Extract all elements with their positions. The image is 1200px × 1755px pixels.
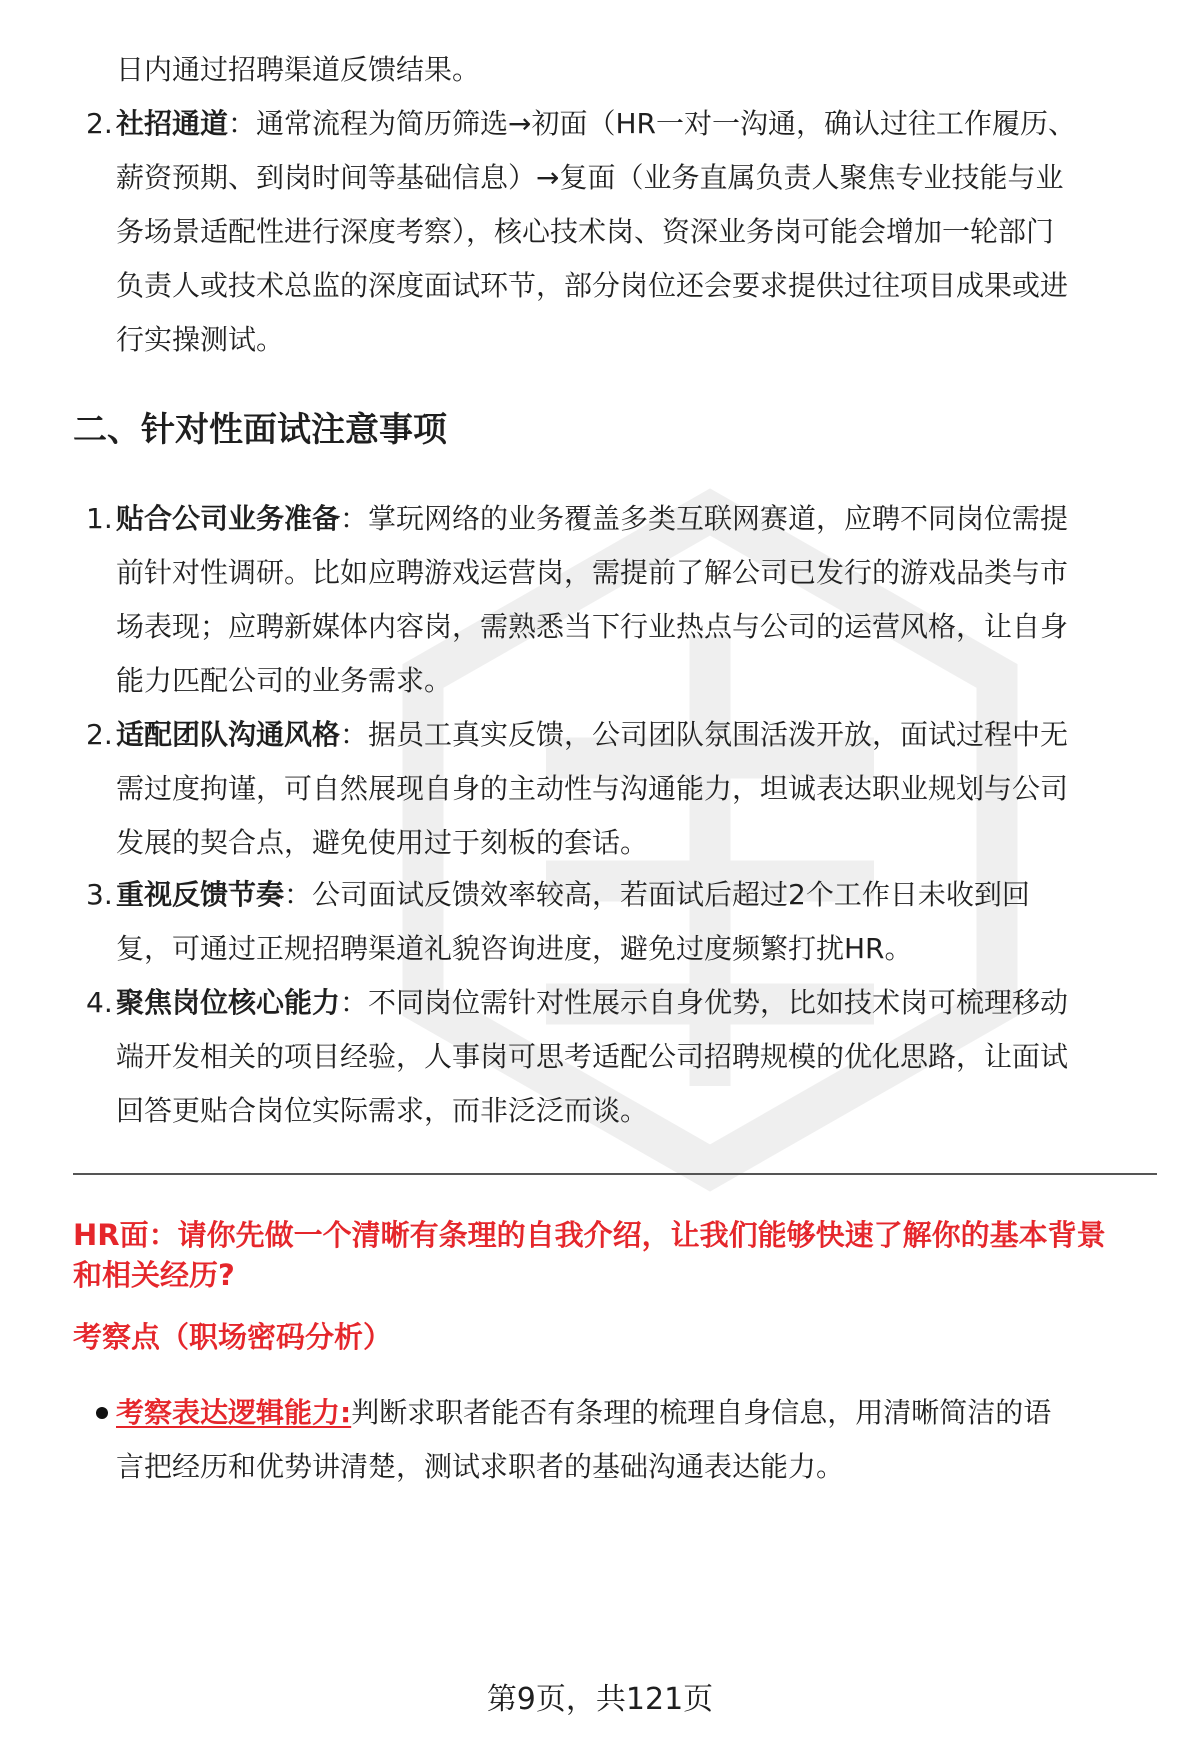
- item-3-title: 重视反馈节奏: [116, 878, 285, 911]
- bullet-line-1: 考察表达逻辑能力:判断求职者能否有条理的梳理自身信息，用清晰简洁的语: [116, 1396, 1052, 1429]
- question-line-1: HR面：请你先做一个清晰有条理的自我介绍，让我们能够快速了解你的基本背景: [73, 1218, 1106, 1252]
- item-3-number: 3.: [86, 878, 113, 911]
- item-1-line-3: 场表现；应聘新媒体内容岗，需熟悉当下行业热点与公司的运营风格，让自身: [116, 610, 1069, 643]
- item-1-title: 贴合公司业务准备: [116, 502, 341, 535]
- process-item-number: 2.: [86, 107, 113, 140]
- analysis-heading: 考察点（职场密码分析）: [73, 1320, 393, 1354]
- process-item-line-4: 负责人或技术总监的深度面试环节，部分岗位还会要求提供过往项目成果或进: [116, 269, 1069, 302]
- process-item-line-1: 社招通道：通常流程为简历筛选→初面（HR一对一沟通，确认过往工作履历、: [116, 107, 1077, 140]
- section-heading: 二、针对性面试注意事项: [73, 410, 447, 450]
- bullet-label: 考察表达逻辑能力:: [116, 1396, 352, 1429]
- item-1-line-1: 贴合公司业务准备：掌玩网络的业务覆盖多类互联网赛道，应聘不同岗位需提: [116, 502, 1069, 535]
- page-footer: 第9页，共121页: [486, 1682, 714, 1717]
- item-3-line-1: 重视反馈节奏：公司面试反馈效率较高，若面试后超过2个工作日未收到回: [116, 878, 1030, 911]
- item-3-line-2: 复，可通过正规招聘渠道礼貌咨询进度，避免过度频繁打扰HR。: [116, 932, 913, 965]
- item-4-number: 4.: [86, 986, 113, 1019]
- item-2-title: 适配团队沟通风格: [116, 718, 341, 751]
- process-item-line-2: 薪资预期、到岗时间等基础信息）→复面（业务直属负责人聚焦专业技能与业: [116, 161, 1064, 194]
- item-2-line-1: 适配团队沟通风格：据员工真实反馈，公司团队氛围活泼开放，面试过程中无: [116, 718, 1069, 751]
- item-4-title: 聚焦岗位核心能力: [116, 986, 341, 1019]
- intro-tail-text: 日内通过招聘渠道反馈结果。: [116, 53, 481, 86]
- process-item-title: 社招通道: [116, 107, 229, 140]
- item-2-line-3: 发展的契合点，避免使用过于刻板的套话。: [116, 826, 649, 859]
- item-4-line-2: 端开发相关的项目经验，人事岗可思考适配公司招聘规模的优化思路，让面试: [116, 1040, 1069, 1073]
- bullet-line-2: 言把经历和优势讲清楚，测试求职者的基础沟通表达能力。: [116, 1450, 845, 1483]
- item-1-number: 1.: [86, 502, 113, 535]
- item-2-line-2: 需过度拘谨，可自然展现自身的主动性与沟通能力，坦诚表达职业规划与公司: [116, 772, 1069, 805]
- question-line-2: 和相关经历?: [73, 1258, 235, 1292]
- section-divider: [73, 1173, 1157, 1175]
- process-item-line-5: 行实操测试。: [116, 323, 285, 356]
- item-1-line-2: 前针对性调研。比如应聘游戏运营岗，需提前了解公司已发行的游戏品类与市: [116, 556, 1069, 589]
- item-4-line-1: 聚焦岗位核心能力：不同岗位需针对性展示自身优势，比如技术岗可梳理移动: [116, 986, 1069, 1019]
- item-4-line-3: 回答更贴合岗位实际需求，而非泛泛而谈。: [116, 1094, 649, 1127]
- item-2-number: 2.: [86, 718, 113, 751]
- process-item-line-3: 务场景适配性进行深度考察），核心技术岗、资深业务岗可能会增加一轮部门: [116, 215, 1055, 248]
- bullet-dot: [96, 1407, 108, 1419]
- item-1-line-4: 能力匹配公司的业务需求。: [116, 664, 453, 697]
